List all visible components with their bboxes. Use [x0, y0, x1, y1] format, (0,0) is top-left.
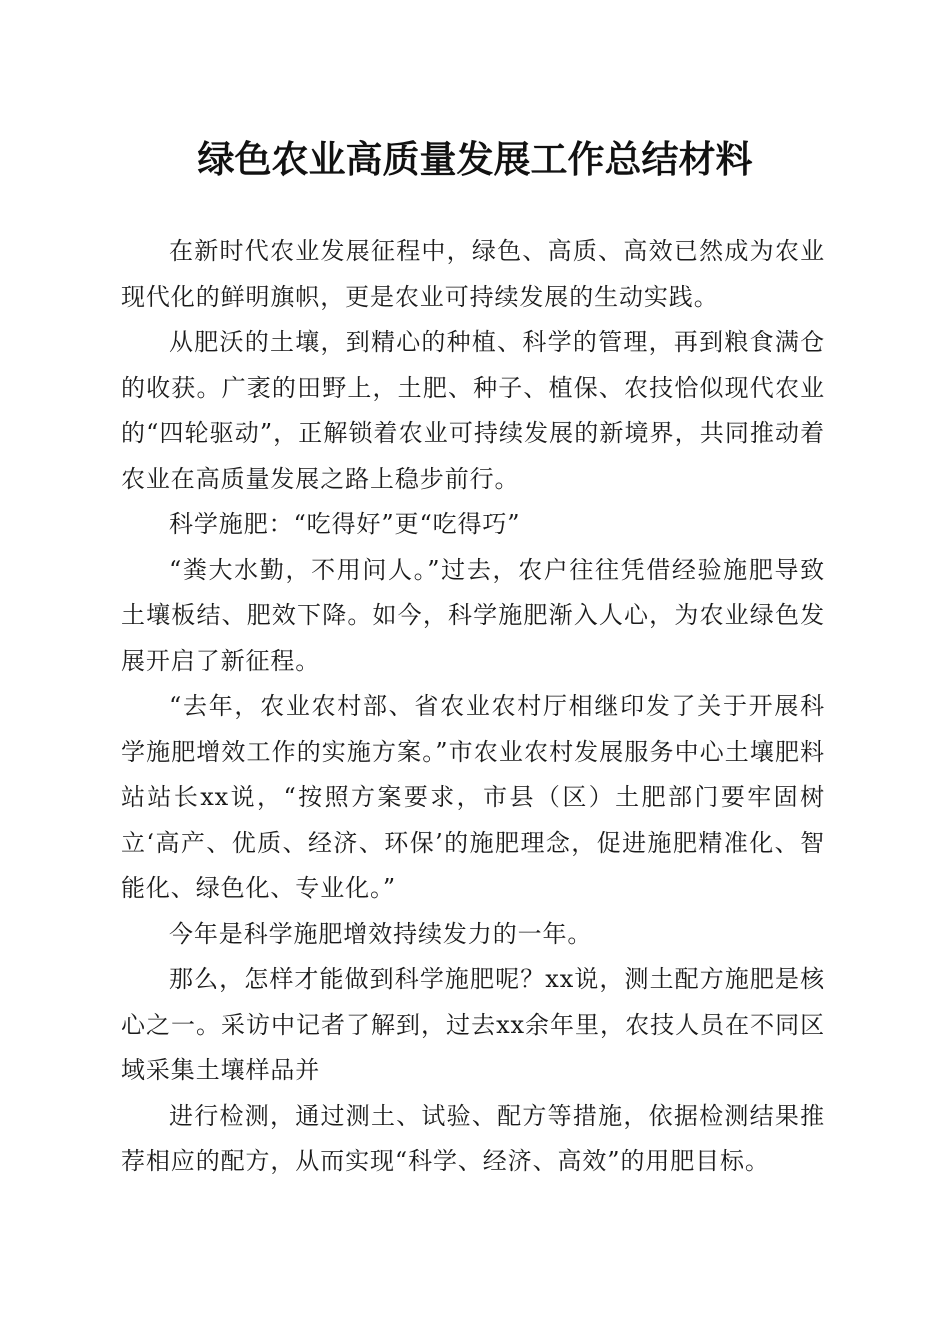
document-body [121, 229, 825, 1185]
paragraph-testing-results: 进行检测，通过测土、试验、配方等措施，依据检测结果推荐相应的配方，从而实现“科学、经济、高效”的用肥目标。 [121, 1101, 825, 1175]
section-heading-scientific-fertilization: 科学施肥：“吃得好”更“吃得巧” [169, 510, 521, 538]
paragraph-four-wheel-drive: 从肥沃的土壤，到精心的种植、科学的管理，再到粮食满仓的收获。广袤的田野上，土肥、种子、植保、农技恰似现代农业的“四轮驱动”，正解锁着农业可持续发展的新境界，共同推动着农业在高质量发展之路上稳步前行。 [121, 328, 825, 493]
paragraph-intro: 在新时代农业发展征程中，绿色、高质、高效已然成为农业现代化的鲜明旗帜，更是农业可持续发展的生动实践。 [121, 237, 825, 311]
paragraph-soil-testing: 那么，怎样才能做到科学施肥呢？xx说，测土配方施肥是核心之一。采访中记者了解到，过去xx余年里，农技人员在不同区域采集土壤样品并 [121, 965, 825, 1084]
paragraph-past-practice: “粪大水勤，不用问人。”过去，农户往往凭借经验施肥导致土壤板结、肥效下降。如今，科学施肥渐入人心，为农业绿色发展开启了新征程。 [121, 555, 825, 675]
document-title: 绿色农业高质量发展工作总结材料 [197, 137, 753, 181]
paragraph-implementation-plan: “去年，农业农村部、省农业农村厅相继印发了关于开展科学施肥增效工作的实施方案。”市农业农村发展服务中心土壤肥料站站长xx说，“按照方案要求，市县（区）土肥部门要牢固树立‘高产、优质、经济、环保’的施肥理念，促进施肥精准化、智能化、绿色化、专业化。” [121, 692, 825, 902]
paragraph-this-year: 今年是科学施肥增效持续发力的一年。 [169, 919, 593, 948]
